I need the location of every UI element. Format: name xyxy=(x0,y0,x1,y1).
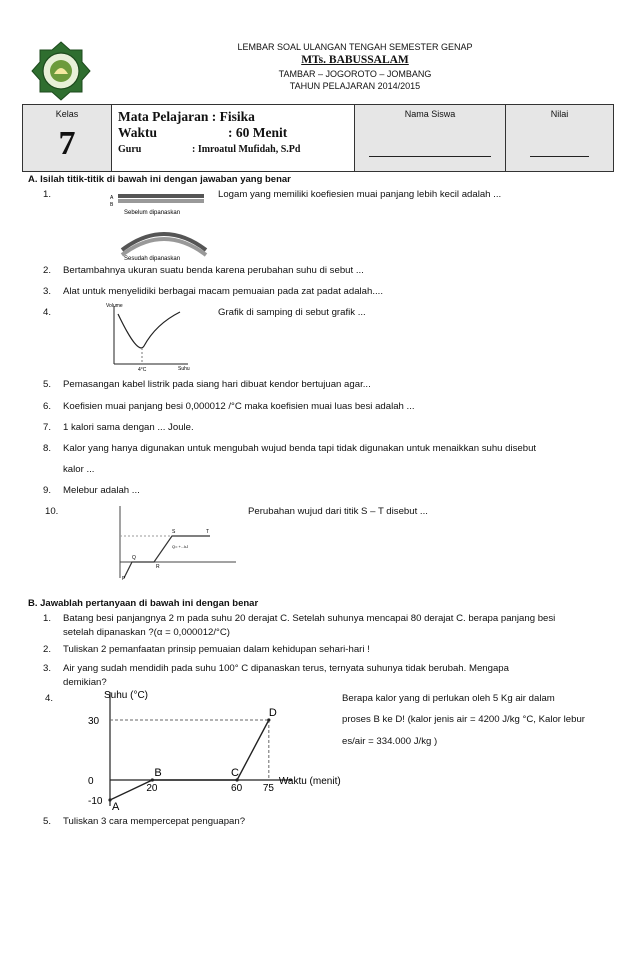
q-b-number: 4. xyxy=(45,693,54,704)
volume-curve xyxy=(118,312,180,348)
q-b-number: 5. xyxy=(43,816,52,827)
q-a-text: kalor ... xyxy=(63,464,95,475)
subject-name: Mata Pelajaran : Fisika xyxy=(118,109,255,124)
time-label: Waktu xyxy=(118,125,158,140)
q-b-text: proses B ke D! (kalor jenis air = 4200 J/kg °C, Kalor lebur xyxy=(342,714,585,725)
fig10-point-p: P xyxy=(122,576,126,582)
score-line[interactable] xyxy=(530,155,589,157)
point-label: C xyxy=(231,767,240,779)
fig1-label-a: A xyxy=(110,195,114,201)
header-title: LEMBAR SOAL ULANGAN TENGAH SEMESTER GENAP xyxy=(237,42,473,52)
q-b-number: 1. xyxy=(43,613,52,624)
school-logo xyxy=(30,40,92,102)
y-axis-label: Suhu (°C) xyxy=(104,690,149,701)
q-a-text: Bertambahnya ukuran suatu benda karena perubahan suhu di sebut ... xyxy=(63,265,364,276)
q-b-text: es/air = 334.000 J/kg ) xyxy=(342,736,438,747)
fig1-label-b: B xyxy=(110,202,114,208)
school-name: MTs. BABUSSALAM xyxy=(301,54,409,66)
x-tick-label: 20 xyxy=(146,783,158,794)
teacher-label: Guru xyxy=(118,144,142,155)
y-tick-label: 0 xyxy=(88,776,94,787)
series-line xyxy=(110,720,269,800)
kelas-label: Kelas xyxy=(55,109,79,119)
subject-cell xyxy=(112,105,355,172)
q-b-text: setelah dipanaskan ?(α = 0,000012/°C) xyxy=(63,627,230,638)
q-a-text: Koefisien muai panjang besi 0,000012 /°C maka koefisien muai luas besi adalah ... xyxy=(63,401,415,412)
q-b-text: Tuliskan 3 cara mempercepat penguapan? xyxy=(63,816,246,827)
q-b-number: 3. xyxy=(43,663,52,674)
q-a-text: Perubahan wujud dari titik S – T disebut ... xyxy=(248,506,428,517)
school-address: TAMBAR – JOGOROTO – JOMBANG xyxy=(278,69,432,79)
strip-b xyxy=(118,199,204,203)
point-label: D xyxy=(268,707,277,719)
x-tick-label: 60 xyxy=(231,783,243,794)
figure-volume-graph xyxy=(100,302,195,372)
fig1-before-label: Sebelum dipanaskan xyxy=(124,210,181,216)
y-tick-label: 30 xyxy=(88,716,100,727)
q-a-number: 1. xyxy=(43,189,52,200)
q-a-text: Alat untuk menyelidiki berbagai macam pemuaian pada zat padat adalah.... xyxy=(63,286,383,297)
q-a-text: Logam yang memiliki koefiesien muai panjang lebih kecil adalah ... xyxy=(218,189,502,200)
school-year: TAHUN PELAJARAN 2014/2015 xyxy=(289,81,421,91)
q-a-text: 1 kalori sama dengan ... Joule. xyxy=(63,422,194,433)
q-a-text: Melebur adalah ... xyxy=(63,485,140,496)
point-label: B xyxy=(154,767,162,779)
student-name-line[interactable] xyxy=(369,155,491,157)
fig1-after-label: Sesudah dipanaskan xyxy=(124,256,181,262)
q-a-number: 3. xyxy=(43,286,52,297)
time-value: : 60 Menit xyxy=(228,125,288,140)
q-b-text: Berapa kalor yang di perlukan oleh 5 Kg air dalam xyxy=(342,693,555,704)
q-a-text: Grafik di samping di sebut grafik ... xyxy=(218,307,366,318)
fig4-tick: 4°C xyxy=(138,367,147,373)
student-name-cell xyxy=(355,105,506,172)
point-label: A xyxy=(112,801,120,813)
q-a-number: 2. xyxy=(43,265,52,276)
kelas-cell xyxy=(23,105,112,172)
score-cell xyxy=(506,105,614,172)
q-b-text: Tuliskan 2 pemanfaatan prinsip pemuaian dalam kehidupan sehari-hari ! xyxy=(63,644,370,655)
q-b-text: Air yang sudah mendidih pada suhu 100° C dipanaskan terus, ternyata suhunya tidak berubah. Mengapa xyxy=(63,663,509,674)
x-tick-label: 75 xyxy=(262,783,274,794)
temperature-chart xyxy=(80,688,341,813)
section-b-title: B. Jawablah pertanyaan di bawah ini dengan benar xyxy=(28,598,259,609)
time-row xyxy=(118,125,348,141)
fig4-xlabel: Suhu xyxy=(178,366,190,372)
q-a-text: Kalor yang hanya digunakan untuk mengubah wujud benda tapi tidak digunakan untuk menaikkan suhu disebut xyxy=(63,443,537,454)
q-a-text: Pemasangan kabel listrik pada siang hari dibuat kendor bertujuan agar... xyxy=(63,379,371,390)
q-a-number: 10. xyxy=(45,506,59,517)
figure-bimetal xyxy=(108,190,218,262)
info-table xyxy=(22,104,614,172)
q-b-text: demikian? xyxy=(63,677,107,688)
kelas-value: 7 xyxy=(58,125,76,162)
q-b-text: Batang besi panjangnya 2 m pada suhu 20 derajat C. Setelah suhunya mencapai 80 derajat C. berapa panjang besi xyxy=(63,613,556,624)
fig4-ylabel: Volume xyxy=(106,303,123,309)
q-a-number: 9. xyxy=(43,485,52,496)
q-a-number: 5. xyxy=(43,379,52,390)
q-a-number: 8. xyxy=(43,443,52,454)
student-name-label: Nama Siswa xyxy=(404,109,456,119)
q-a-number: 7. xyxy=(43,422,52,433)
q-a-number: 6. xyxy=(43,401,52,412)
score-label: Nilai xyxy=(550,109,569,119)
teacher-row xyxy=(118,144,348,155)
fig10-point-s: S xyxy=(172,529,176,535)
y-tick-label: -10 xyxy=(88,796,103,807)
q-b-number: 2. xyxy=(43,644,52,655)
fig10-point-t: T xyxy=(206,529,210,535)
figure-phase-graph xyxy=(102,502,242,582)
strip-a xyxy=(118,194,204,198)
fig10-point-r: R xyxy=(156,564,160,570)
x-axis-label: Waktu (menit) xyxy=(278,776,341,787)
fig10-point-q: Q xyxy=(132,555,136,561)
section-a-title: A. Isilah titik-titik di bawah ini dengan jawaban yang benar xyxy=(28,174,291,185)
fig10-note: Q= +...kJ xyxy=(172,544,189,549)
teacher-value: : Imroatul Mufidah, S.Pd xyxy=(192,144,301,155)
q-a-number: 4. xyxy=(43,307,52,318)
phase-line xyxy=(124,536,210,578)
